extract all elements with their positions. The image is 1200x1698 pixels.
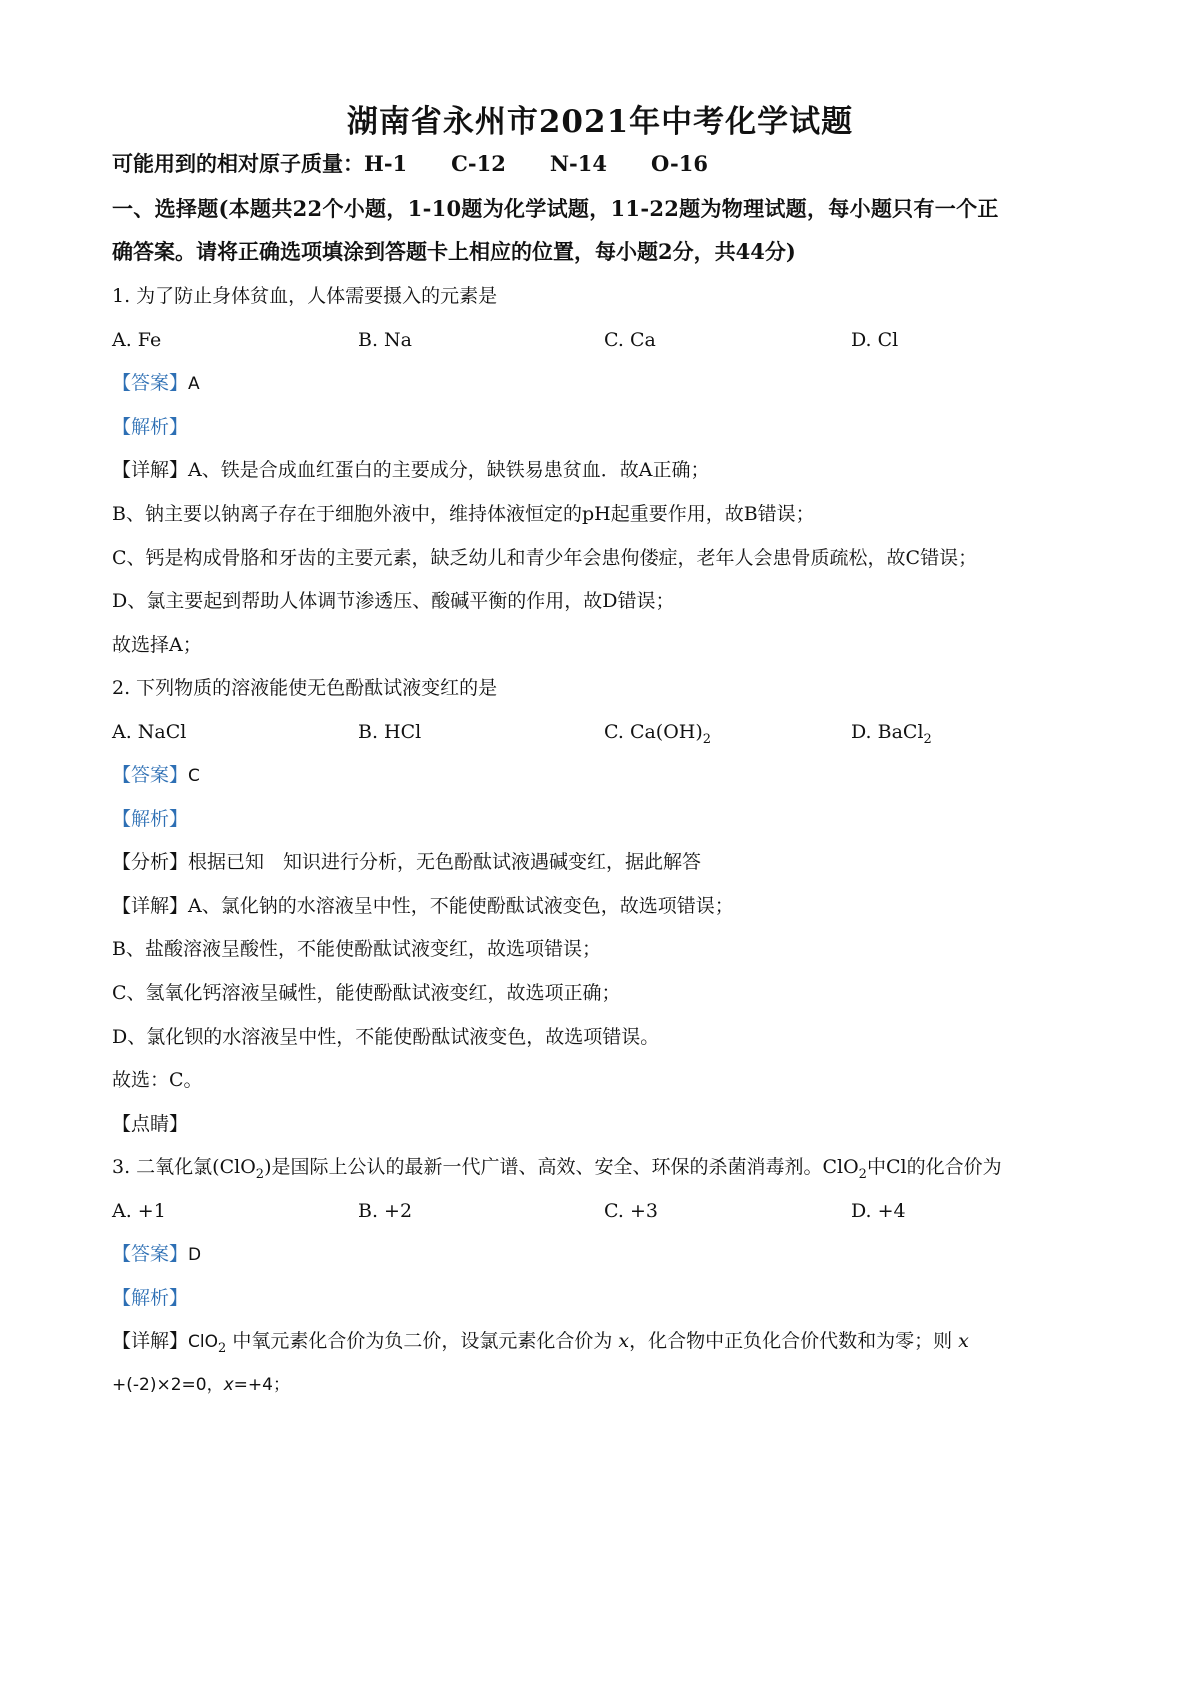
q1-option-a: A. Fe	[112, 329, 162, 351]
q3-answer	[112, 1240, 1100, 1269]
q3-stem-sub2: 2	[858, 1166, 867, 1182]
q1-stem: 1. 为了防止身体贫血，人体需要摄入的元素是	[112, 285, 498, 307]
q2-option-a: A. NaCl	[112, 721, 187, 743]
q2-option-c	[604, 718, 711, 754]
q1-detail-tag: 【详解】	[112, 459, 189, 481]
q2-detail-d: D、氯化钡的水溶液呈中性，不能使酚酞试液变色，故选项错误。	[112, 1026, 660, 1048]
q2-detail-tag: 【详解】	[112, 895, 189, 917]
q3-detail-clo: ClO	[188, 1332, 218, 1352]
q2-option-c-text: C. Ca(OH)	[604, 721, 703, 743]
q2-detail-text: A、氯化钠的水溶液呈中性，不能使酚酞试液变色，故选项错误；	[188, 895, 734, 917]
section-heading-line2: 确答案。请将正确选项填涂到答题卡上相应的位置，每小题2分，共44分)	[112, 239, 796, 264]
q1-conclusion: 故选择A；	[112, 634, 202, 656]
q1-analysis-tag: 【解析】	[112, 416, 189, 438]
q2-conclusion: 故选：C。	[112, 1069, 203, 1091]
q2-detail	[112, 892, 1100, 920]
q3-option-b: B. +2	[358, 1200, 413, 1222]
q3-stem-part1: 3. 二氧化氯(ClO	[112, 1156, 256, 1178]
q1-detail-c: C、钙是构成骨胳和牙齿的主要元素，缺乏幼儿和青少年会患佝偻症，老年人会患骨质疏松，故C错误；	[112, 547, 978, 569]
q3-answer-tag: 【答案】	[112, 1243, 189, 1265]
q2-answer-value: C	[188, 766, 200, 786]
atomic-mass-line	[112, 150, 1100, 178]
q1-detail-text: A、铁是合成血红蛋白的主要成分，缺铁易患贫血．故A正确；	[188, 459, 710, 481]
q3-analysis-tag: 【解析】	[112, 1287, 189, 1309]
q3-stem	[112, 1153, 1100, 1189]
q3-stem-part3: 中Cl的化合价为	[866, 1156, 1002, 1178]
atomic-mass-c: C-12	[451, 151, 506, 176]
q2-analysis-tag: 【解析】	[112, 808, 189, 830]
q3-detail-sub: 2	[218, 1340, 227, 1356]
q2-option-d-text: D. BaCl	[851, 721, 924, 743]
q3-detail-x: x	[618, 1330, 630, 1352]
page-title: 湖南省永州市2021年中考化学试题	[346, 104, 854, 140]
q3-detail-tag: 【详解】	[112, 1330, 189, 1352]
q2-option-c-sub: 2	[702, 731, 712, 747]
q1-answer-tag: 【答案】	[112, 372, 189, 394]
q1-detail-d: D、氯主要起到帮助人体调节渗透压、酸碱平衡的作用，故D错误；	[112, 590, 675, 612]
q2-answer	[112, 761, 1100, 790]
q2-stem: 2. 下列物质的溶液能使无色酚酞试液变红的是	[112, 677, 498, 699]
q2-detail-c: C、氢氧化钙溶液呈碱性，能使酚酞试液变红，故选项正确；	[112, 982, 621, 1004]
atomic-mass-label: 可能用到的相对原子质量：	[112, 151, 364, 176]
q3-line2-x: x	[223, 1375, 234, 1395]
q3-detail-line2	[112, 1371, 1100, 1399]
q3-answer-value: D	[188, 1245, 202, 1265]
q1-option-c: C. Ca	[604, 329, 656, 351]
q3-detail-x2: x	[958, 1330, 969, 1352]
q3-detail	[112, 1327, 1100, 1363]
q3-detail-c: ，化合物中正负化合价代数和为零；则	[629, 1330, 959, 1352]
q3-stem-part2: )是国际上公认的最新一代广谱、高效、安全、环保的杀菌消毒剂。ClO	[264, 1156, 859, 1178]
q2-option-b: B. HCl	[358, 721, 422, 743]
q2-fenxi: 【分析】根据已知 知识进行分析，无色酚酞试液遇碱变红，据此解答	[112, 851, 702, 873]
q2-option-d-sub: 2	[923, 731, 932, 747]
q2-dianjing: 【点睛】	[112, 1113, 189, 1135]
q1-answer	[112, 369, 1100, 398]
section-heading-line1: 一、选择题(本题共22个小题，1-10题为化学试题，11-22题为物理试题，每小题只有一个正	[112, 196, 999, 221]
q3-option-d: D. +4	[851, 1200, 906, 1222]
q2-answer-tag: 【答案】	[112, 764, 189, 786]
q3-option-c: C. +3	[604, 1200, 658, 1222]
q1-detail	[112, 456, 1100, 484]
q2-detail-b: B、盐酸溶液呈酸性，不能使酚酞试液变红，故选项错误；	[112, 938, 601, 960]
atomic-mass-o: O-16	[650, 151, 708, 176]
q1-answer-value: A	[188, 374, 200, 394]
q1-option-b: B. Na	[358, 329, 412, 351]
atomic-mass-h: H-1	[364, 151, 408, 176]
q3-stem-sub1: 2	[255, 1166, 265, 1182]
q1-detail-b: B、钠主要以钠离子存在于细胞外液中，维持体液恒定的pH起重要作用，故B错误；	[112, 503, 815, 525]
q3-option-a: A. +1	[112, 1200, 166, 1222]
q3-detail-b: 中氧元素化合价为负二价，设氯元素化合价为	[226, 1330, 619, 1352]
q1-option-d: D. Cl	[851, 329, 899, 351]
q3-line2-a: +(-2)×2=0，	[112, 1375, 224, 1395]
q2-option-d	[851, 718, 932, 754]
q3-line2-b: =+4；	[233, 1375, 290, 1395]
atomic-mass-n: N-14	[549, 151, 607, 176]
